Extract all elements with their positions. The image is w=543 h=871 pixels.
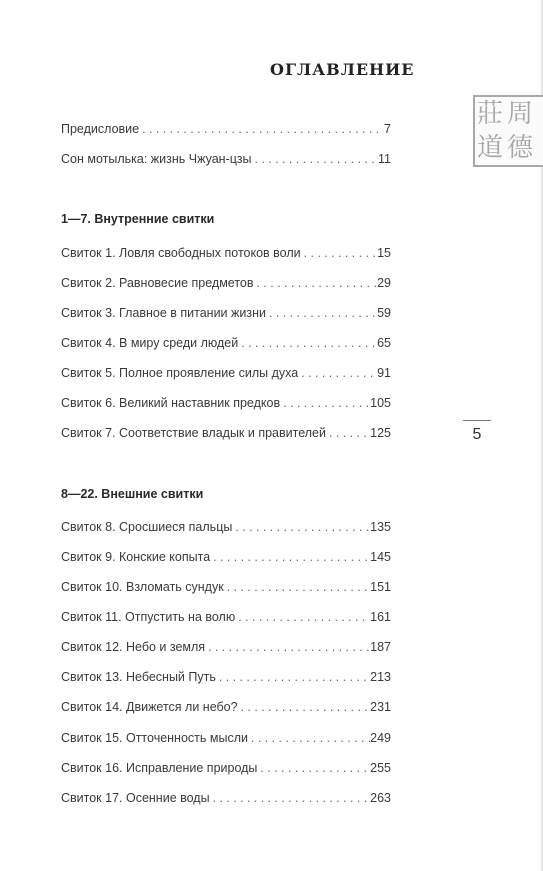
toc-entry-title: Свиток 17. Осенние воды — [61, 791, 210, 805]
toc-entry — [61, 759, 391, 777]
toc-entry — [61, 334, 391, 352]
toc-entry-page: 161 — [370, 610, 391, 624]
page-number-block — [463, 420, 491, 444]
toc-entry — [61, 698, 391, 716]
toc-entry — [61, 638, 391, 656]
dot-leader — [280, 394, 370, 412]
toc-entry-title: Свиток 15. Отточенность мысли — [61, 731, 248, 745]
toc-entry-title: Свиток 14. Движется ли небо? — [61, 700, 238, 714]
dot-leader — [210, 548, 370, 566]
toc-entry-title: Свиток 8. Сросшиеся пальцы — [61, 520, 233, 534]
toc-entry-preface — [61, 120, 391, 138]
dot-leader — [216, 668, 370, 686]
toc-entry-page: 145 — [370, 550, 391, 564]
toc-entry-page: 125 — [370, 426, 391, 440]
toc-entry-page: 29 — [377, 276, 391, 290]
toc-entry-title: Свиток 5. Полное проявление силы духа — [61, 366, 299, 380]
toc-entry — [61, 729, 391, 747]
toc-entry-title: Свиток 16. Исправление природы — [61, 761, 258, 775]
toc-entry — [61, 274, 391, 292]
dot-leader — [238, 698, 371, 716]
toc-entry — [61, 394, 391, 412]
seal-glyph: 周 — [507, 99, 534, 129]
toc-entry-page: 7 — [384, 122, 391, 136]
dot-leader — [232, 518, 370, 536]
toc-title: ОГЛАВЛЕНИЕ — [270, 60, 415, 79]
section-heading-outer-scrolls: 8—22. Внешние свитки — [61, 487, 204, 501]
dot-leader — [301, 244, 377, 262]
toc-entry-page: 187 — [370, 640, 391, 654]
toc-entry-page: 91 — [377, 366, 391, 380]
page-number-rule — [463, 420, 491, 421]
toc-entry — [61, 548, 391, 566]
toc-entry-biography — [61, 150, 391, 168]
dot-leader — [235, 608, 370, 626]
toc-entry — [61, 424, 391, 442]
dot-leader — [238, 334, 377, 352]
dot-leader — [298, 364, 377, 382]
toc-entry-page: 213 — [370, 670, 391, 684]
toc-entry-page: 255 — [370, 761, 391, 775]
dot-leader — [251, 150, 378, 168]
toc-entry-title: Предисловие — [61, 122, 140, 136]
seal-glyph: 道 — [477, 133, 504, 163]
toc-entry-title: Свиток 3. Главное в питании жизни — [61, 306, 266, 320]
dot-leader — [210, 789, 371, 807]
toc-entry — [61, 304, 391, 322]
dot-leader — [139, 120, 384, 138]
toc-entry — [61, 789, 391, 807]
dot-leader — [224, 578, 370, 596]
dot-leader — [248, 729, 370, 747]
section-heading-inner-scrolls: 1—7. Внутренние свитки — [61, 212, 215, 226]
dot-leader — [254, 274, 378, 292]
toc-entry-page: 105 — [370, 396, 391, 410]
seal-glyph: 德 — [507, 133, 534, 163]
toc-entry-page: 263 — [370, 791, 391, 805]
dot-leader — [205, 638, 370, 656]
toc-entry — [61, 578, 391, 596]
toc-entry-page: 151 — [370, 580, 391, 594]
toc-entry-title: Свиток 12. Небо и земля — [61, 640, 206, 654]
toc-entry-page: 59 — [377, 306, 391, 320]
toc-entry-title: Свиток 11. Отпустить на волю — [61, 610, 236, 624]
dot-leader — [257, 759, 370, 777]
toc-entry-page: 249 — [370, 731, 391, 745]
toc-entry-page: 231 — [370, 700, 391, 714]
dot-leader — [266, 304, 377, 322]
page-number: 5 — [472, 426, 482, 443]
toc-entry-title: Свиток 9. Конские копыта — [61, 550, 211, 564]
toc-entry-title: Свиток 10. Взломать сундук — [61, 580, 224, 594]
toc-entry-page: 135 — [370, 520, 391, 534]
toc-entry-page: 15 — [377, 246, 391, 260]
toc-entry-title: Свиток 7. Соответствие владык и правителей — [61, 426, 326, 440]
toc-entry-title: Свиток 2. Равновесие предметов — [61, 276, 254, 290]
toc-entry-title: Сон мотылька: жизнь Чжуан-цзы — [61, 152, 252, 166]
toc-entry-title: Свиток 1. Ловля свободных потоков воли — [61, 246, 301, 260]
seal-glyph: 莊 — [477, 99, 504, 129]
toc-entry-page: 11 — [378, 152, 391, 166]
toc-entry-page: 65 — [377, 336, 391, 350]
toc-entry-title: Свиток 6. Великий наставник предков — [61, 396, 281, 410]
dot-leader — [326, 424, 370, 442]
toc-entry — [61, 518, 391, 536]
toc-entry — [61, 244, 391, 262]
toc-entry — [61, 668, 391, 686]
toc-entry-title: Свиток 13. Небесный Путь — [61, 670, 216, 684]
toc-entry — [61, 608, 391, 626]
toc-entry — [61, 364, 391, 382]
toc-entry-title: Свиток 4. В миру среди людей — [61, 336, 239, 350]
chinese-seal-stamp — [473, 95, 543, 167]
